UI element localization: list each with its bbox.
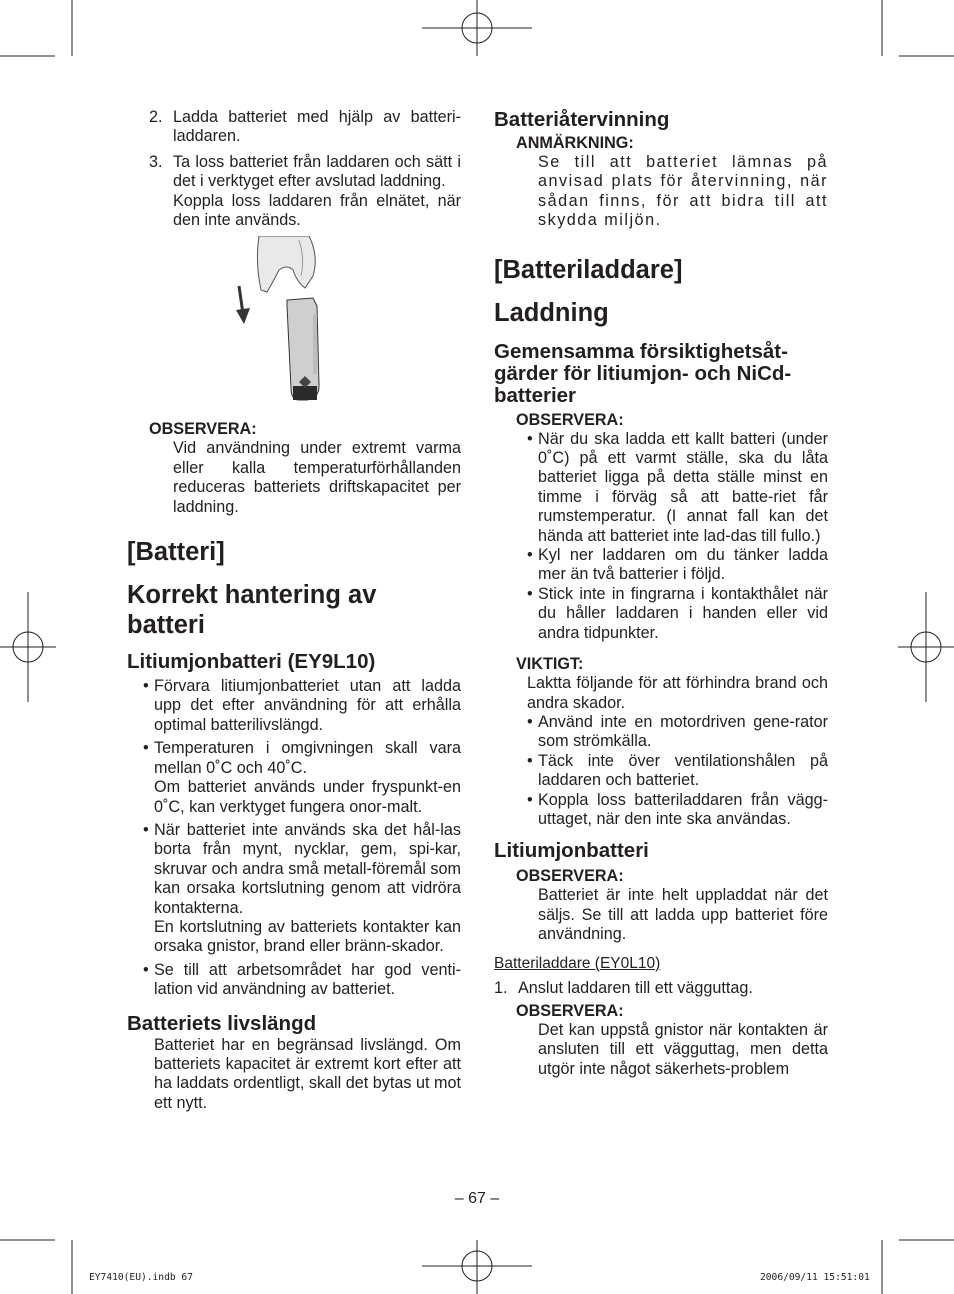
bullet-item: • När du ska ladda ett kallt batteri (under 0˚C) på ett varmt ställe, ska du låta batteriet ligga på detta ställe minst en timme i förväg så att batte-riet får rumstemperatur. (I annat fall kan det hända att batteriet inte lad-das till fullo.) bbox=[527, 429, 828, 545]
bullet-text: Se till att arbetsområdet har god venti-lation vid användning av batteriet. bbox=[154, 960, 461, 999]
bullet-item: • När batteriet inte används ska det hål-las borta från mynt, nycklar, gem, spi-kar, skruvar och andra små metall-föremål som kan orsaka kortslutning genom att vidröra kontakterna. En kortslutning av batteriets kontakter kan orsaka gnistor, brand eller bränn-skador. bbox=[143, 820, 461, 956]
bullet-text: När du ska ladda ett kallt batteri (under 0˚C) på ett varmt ställe, ska du låta batteriet ligga på detta ställe minst en timme i förväg så att batte-riet får rumstemperatur. (I annat fall kan det hända att batteriet inte lad-das till fullo.) bbox=[538, 429, 828, 545]
viktigt-label: VIKTIGT: bbox=[516, 655, 584, 674]
step-1 bbox=[494, 979, 828, 998]
subheading-common: Gemensamma försiktighetsåt-gärder för litiumjon- och NiCd-batterier bbox=[494, 339, 792, 407]
section-title: [Batteriladdare] bbox=[494, 255, 683, 284]
battery-removal-image bbox=[127, 236, 461, 416]
page-number: – 67 – bbox=[454, 1190, 500, 1207]
subheading-lifetime: Batteriets livslängd bbox=[127, 1011, 317, 1035]
bullet-text: Kyl ner laddaren om du tänker ladda mer än två batterier i följd. bbox=[538, 546, 828, 584]
important-intro: Laktta följande för att förhindra brand och andra skador. bbox=[527, 674, 828, 712]
bullet-text: Använd inte en motordriven gene-rator som strömkälla. bbox=[538, 712, 828, 751]
step-text: Ladda batteriet med hjälp av batteri-laddaren. bbox=[173, 108, 461, 146]
step1-note: Det kan uppstå gnistor när kontakten är ansluten till ett vägguttag, men detta utgör inte något säkerhets-problem bbox=[538, 1020, 828, 1078]
bullet-item: • Stick inte in fingrarna i kontakthålet när du håller laddaren i handen eller vid andra tidpunkter. bbox=[527, 584, 828, 642]
footer-file: EY7410(EU).indb 67 bbox=[89, 1272, 193, 1283]
left-column bbox=[127, 108, 461, 1113]
step-subtext: Koppla loss laddaren från elnätet, när den inte används. bbox=[173, 191, 461, 230]
bullet-text: Täck inte över ventilationshålen på laddaren och batteriet. bbox=[538, 751, 828, 790]
battery-illustration bbox=[127, 236, 461, 416]
step-text: Anslut laddaren till ett vägguttag. bbox=[518, 978, 753, 997]
bullet-item: • Temperaturen i omgivningen skall vara mellan 0˚C och 40˚C. Om batteriet används under fryspunkt-en 0˚C, kan verktyget fungera onor-malt. bbox=[143, 739, 461, 816]
observera-label: OBSERVERA: bbox=[149, 420, 257, 439]
step-text: Ta loss batteriet från laddaren och sätt i det i verktyget efter avslutad laddning. bbox=[173, 152, 461, 191]
lithium-text: Batteriet är inte helt uppladdat när det säljs. Se till att ladda upp batteriet före användning. bbox=[538, 886, 828, 944]
subheading-litiumjonbatteri: Litiumjonbatteri (EY9L10) bbox=[127, 650, 376, 674]
bullet-text: Stick inte in fingrarna i kontakthålet när du håller laddaren i handen eller vid andra tidpunkter. bbox=[538, 584, 828, 642]
recycling-text: Se till att batteriet lämnas på anvisad plats för återvinning, när sådan finns, för att bidra till att skydda miljön. bbox=[538, 153, 828, 230]
section-heading: Laddning bbox=[494, 298, 609, 327]
observera-label: OBSERVERA: bbox=[516, 1001, 624, 1020]
bullet-item: • Koppla loss batteriladdaren från vägg-uttaget, när den inte ska användas. bbox=[527, 790, 828, 828]
bullet-text: När batteriet inte används ska det hål-las borta från mynt, nycklar, gem, spi-kar, skruvar och andra små metall-föremål som kan orsaka kortslutning genom att vidröra kontakterna. En kortslutning av batteriets kontakter kan orsaka gnistor, brand eller bränn-skador. bbox=[154, 820, 461, 956]
step-number: 2. bbox=[149, 108, 163, 126]
observera-label: OBSERVERA: bbox=[516, 867, 624, 886]
bullet-text: Koppla loss batteriladdaren från vägg-uttaget, när den inte ska användas. bbox=[538, 790, 828, 828]
bullet-item: • Förvara litiumjonbatteriet utan att ladda upp det efter användning för att erhålla optimal batterilivslängd. bbox=[143, 677, 461, 734]
section-title: [Batteri] bbox=[127, 538, 225, 567]
step-number: 1. bbox=[494, 978, 508, 997]
lifetime-text: Batteriet har en begränsad livslängd. Om batteriets kapacitet är extremt kort efter att ha laddats ordentligt, skall det bytas ut mot ett nytt. bbox=[154, 1035, 461, 1112]
bullet-text: Förvara litiumjonbatteriet utan att ladda upp det efter användning för att erhålla optimal batterilivslängd. bbox=[154, 677, 461, 734]
charger-model-link: Batteriladdare (EY0L10) bbox=[494, 954, 661, 972]
step-2 bbox=[127, 108, 461, 147]
bullet-item: • Täck inte över ventilationshålen på laddaren och batteriet. bbox=[527, 751, 828, 790]
bullet-item: • Använd inte en motordriven gene-rator som strömkälla. bbox=[527, 712, 828, 751]
anmarkning-label: ANMÄRKNING: bbox=[516, 134, 634, 152]
section-heading: Korrekt hantering av batteri bbox=[127, 581, 377, 640]
bullet-text: Temperaturen i omgivningen skall vara mellan 0˚C och 40˚C. Om batteriet används under fryspunkt-en 0˚C, kan verktyget fungera onor-malt. bbox=[154, 739, 461, 816]
step-number: 3. bbox=[149, 152, 163, 171]
subheading-lithium: Litiumjonbatteri bbox=[494, 839, 649, 863]
subheading-recycling: Batteriåtervinning bbox=[494, 108, 670, 131]
step-3 bbox=[127, 153, 461, 231]
bullet-item: • Se till att arbetsområdet har god venti-lation vid användning av batteriet. bbox=[143, 960, 461, 999]
right-column bbox=[494, 108, 828, 1079]
observera-text: Vid användning under extremt varma eller kalla temperaturförhållanden reduceras batteriets driftskapacitet per laddning. bbox=[173, 439, 461, 516]
observera-label: OBSERVERA: bbox=[516, 410, 624, 429]
footer-timestamp: 2006/09/11 15:51:01 bbox=[760, 1272, 870, 1283]
bullet-item: • Kyl ner laddaren om du tänker ladda mer än två batterier i följd. bbox=[527, 546, 828, 584]
